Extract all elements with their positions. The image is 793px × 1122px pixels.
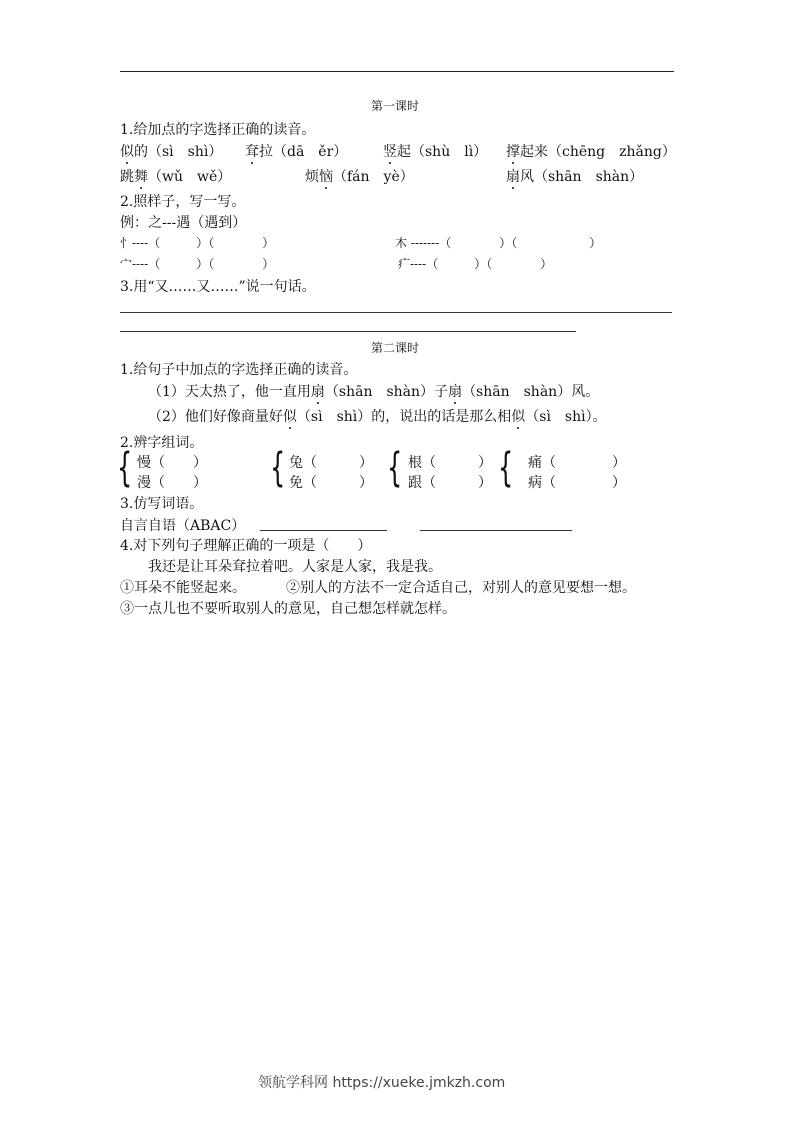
lesson1-q1-item: 跳舞（wǔ wě） [120,169,232,185]
brace-icon: { [270,445,286,491]
answer-line [120,312,672,313]
lesson1-q2-item: 疒----（ ）（ ） [398,257,553,271]
lesson1-q1-heading: 1.给加点的字选择正确的读音。 [120,122,316,138]
lesson1-q1-item: 扇风（shān shàn） [506,169,644,185]
lesson1-q2-item: 木 -------（ ）（ ） [395,236,602,250]
lesson2-q4-option: ①耳朵不能竖起来。 [120,580,246,596]
lesson1-q2-item: 宀----（ ）（ ） [120,257,275,271]
word-group-item: 慢（ ） [137,455,207,471]
lesson2-q1-heading: 1.给句子中加点的字选择正确的读音。 [120,362,358,378]
lesson1-q1-item: 耷拉（dā ěr） [245,144,348,160]
lesson1-title: 第一课时 [371,99,420,113]
lesson1-q1-item: 似的（sì shì） [120,144,223,160]
lesson1-q2-example: 例：之---遇（遇到） [120,215,247,231]
answer-line [120,331,576,332]
lesson2-q4-option: ②别人的方法不一定合适自己，对别人的意见要想一想。 [286,580,636,596]
word-group-item: 跟（ ） [408,475,492,491]
answer-line [260,530,387,531]
lesson2-q3-item: 自言自语（ABAC） [120,518,246,534]
lesson1-q1-item: 烦恼（fán yè） [305,169,414,185]
brace-icon: { [117,445,133,491]
word-group-item: 根（ ） [408,455,492,471]
lesson2-q4-option: ③一点儿也不要听取别人的意见，自己想怎样就怎样。 [120,601,456,617]
lesson2-q3-heading: 3.仿写词语。 [120,496,204,512]
lesson1-q3-heading: 3.用“又……又……”说一句话。 [120,279,316,295]
lesson2-q4-quote: 我还是让耳朵耷拉着吧。人家是人家，我是我。 [148,559,442,575]
word-group-item: 漫（ ） [137,475,207,491]
lesson2-title: 第二课时 [371,341,420,355]
word-group-item: 兔（ ） [289,455,373,471]
lesson2-q4-heading: 4.对下列句子理解正确的一项是（ ） [120,538,372,554]
footer-watermark[interactable]: 领航学科网 https://xueke.jmkzh.com [258,1075,506,1091]
answer-line [420,530,572,531]
lesson2-q1-sentence-1: （1）天太热了，他一直用扇（shān shàn）子扇（shān shàn）风。 [148,384,600,400]
lesson1-q1-item: 竖起（shù lì） [383,144,488,160]
top-rule [120,71,674,72]
brace-icon: { [387,445,403,491]
lesson1-q1-item: 撑起来（chēng zhǎng） [506,144,676,160]
word-group-item: 痛（ ） [528,455,626,471]
lesson2-q2-heading: 2.辨字组词。 [120,435,204,451]
lesson1-q2-item: 忄----（ ）（ ） [120,236,275,250]
word-group-item: 免（ ） [289,475,373,491]
word-group-item: 病（ ） [528,475,626,491]
lesson1-q2-heading: 2.照样子，写一写。 [120,194,246,210]
brace-icon: { [498,445,514,491]
lesson2-q1-sentence-2: （2）他们好像商量好似（sì shì）的，说出的话是那么相似（sì shì）。 [148,409,607,425]
